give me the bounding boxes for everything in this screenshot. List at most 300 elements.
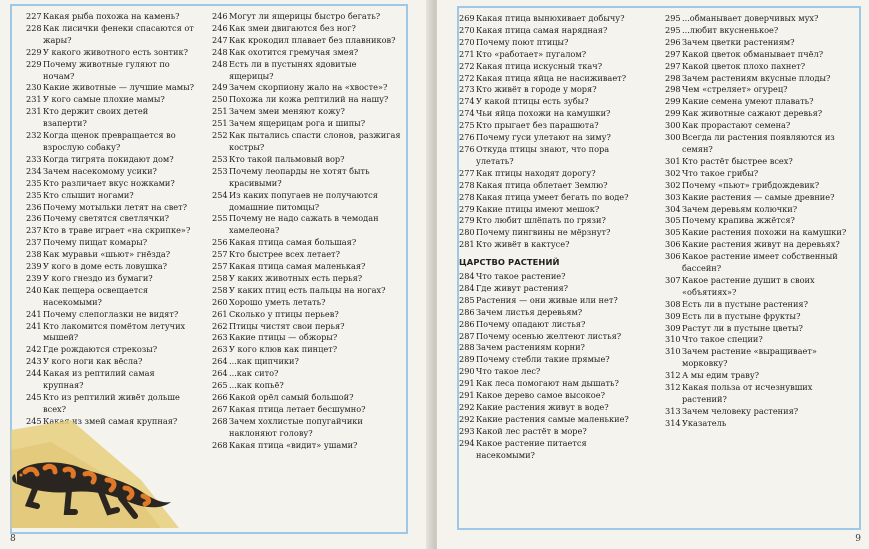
toc-entry [212, 47, 402, 59]
toc-entry-page-number: 277 [459, 167, 475, 178]
toc-entry-title: Какая птица облетает Землю? [476, 179, 608, 190]
toc-entry [459, 414, 645, 426]
toc-entry-page-number: 236 [26, 213, 42, 224]
toc-entry [459, 295, 645, 307]
toc-entry [212, 297, 402, 309]
toc-entry-title: Почему опадают листья? [476, 318, 586, 329]
toc-entry-page-number: 278 [459, 179, 475, 190]
toc-entry-title: Кто прыгает без парашюта? [476, 120, 599, 131]
toc-entry [212, 344, 402, 356]
toc-entry [459, 73, 645, 85]
toc-entry-title: Зачем ящерицам рога и шипы? [229, 118, 366, 129]
toc-entry [459, 319, 645, 331]
toc-entry-title: ...как сито? [229, 368, 279, 379]
toc-entry-page-number: 258 [212, 284, 228, 295]
toc-entry-title: У каких птиц есть пальцы на ногах? [229, 284, 386, 295]
toc-entry-title: Почему мотыльки летят на свет? [43, 201, 188, 212]
toc-entry-title: Какая птица вынюхивает добычу? [476, 13, 625, 23]
toc-entry-title: Почему осенью желтеют листья? [476, 330, 622, 341]
toc-entry [26, 249, 194, 261]
toc-entry-title: У кого в доме есть ловушка? [43, 261, 167, 272]
toc-entry-title: Почему леопарды не хотят быть красивыми? [229, 165, 370, 188]
toc-entry [459, 25, 645, 37]
toc-entry-page-number: 281 [459, 239, 475, 250]
toc-entry [212, 368, 402, 380]
toc-entry-title: Указатель [682, 417, 727, 428]
toc-entry [26, 285, 194, 309]
toc-entry-page-number: 274 [459, 108, 475, 119]
toc-entry-title: Чем «стреляет» огурец? [682, 84, 788, 95]
toc-entry-title: Что такое растение? [476, 271, 566, 282]
toc-entry-page-number: 264 [212, 356, 228, 367]
toc-entry-page-number: 284 [459, 282, 475, 293]
toc-entry-title: Кто быстрее всех летает? [229, 249, 340, 260]
toc-entry [665, 96, 855, 108]
toc-entry [212, 249, 402, 261]
toc-entry-title: Кто любит шлёпать по грязи? [476, 215, 606, 226]
toc-entry-title: Птицы чистят свои перья? [229, 320, 345, 331]
toc-entry [26, 344, 194, 356]
toc-entry [212, 380, 402, 392]
toc-column-left-1 [26, 11, 194, 428]
toc-entry-title: Какие растения самые маленькие? [476, 413, 629, 424]
toc-entry-page-number: 261 [212, 308, 228, 319]
toc-entry-page-number: 276 [459, 132, 475, 143]
toc-entry-page-number: 239 [26, 261, 42, 272]
toc-entry-title: Какие растения похожи на камушки? [682, 227, 847, 238]
toc-entry-page-number: 236 [26, 201, 42, 212]
toc-entry [459, 61, 645, 73]
toc-entry-page-number: 305 [665, 227, 681, 238]
toc-entry-title: Как пещера освещается насекомыми? [43, 284, 149, 307]
toc-entry-page-number: 284 [459, 271, 475, 282]
toc-entry-page-number: 309 [665, 310, 681, 321]
toc-entry-page-number: 251 [212, 118, 228, 129]
toc-entry [212, 404, 402, 416]
toc-entry-page-number: 248 [212, 46, 228, 57]
toc-entry-title: Есть ли в пустынях ядовитые ящерицы? [229, 58, 357, 81]
toc-entry-page-number: 231 [26, 106, 42, 117]
toc-entry [26, 47, 194, 59]
toc-entry-page-number: 268 [212, 439, 228, 450]
toc-entry-page-number: 229 [26, 46, 42, 57]
toc-entry [26, 130, 194, 154]
toc-entry-page-number: 263 [212, 344, 228, 355]
toc-entry [665, 251, 855, 275]
toc-entry [665, 275, 855, 299]
toc-entry-page-number: 297 [665, 48, 681, 59]
toc-entry-page-number: 304 [665, 203, 681, 214]
toc-entry [459, 96, 645, 108]
toc-entry-page-number: 260 [212, 296, 228, 307]
toc-entry-title: У кого самые плохие мамы? [43, 94, 165, 105]
toc-entry-page-number: 237 [26, 237, 42, 248]
toc-entry-page-number: 268 [212, 415, 228, 426]
toc-entry [26, 202, 194, 214]
toc-entry [665, 192, 855, 204]
toc-entry-page-number: 247 [212, 34, 228, 45]
toc-entry [459, 192, 645, 204]
toc-entry-page-number: 246 [212, 11, 228, 21]
toc-entry-page-number: 234 [26, 165, 42, 176]
toc-entry-title: Какие растения живут в воде? [476, 402, 609, 412]
toc-entry [212, 332, 402, 344]
toc-entry-title: Какое растение имеет собственный бассейн? [682, 251, 838, 274]
section-heading: ЦАРСТВО РАСТЕНИЙ [459, 257, 560, 268]
toc-entry [665, 406, 855, 418]
toc-entry-page-number: 233 [26, 153, 42, 164]
toc-entry [26, 213, 194, 225]
toc-entry-page-number: 238 [26, 249, 42, 260]
toc-entry [665, 311, 855, 323]
toc-entry [26, 59, 194, 83]
toc-entry [459, 204, 645, 216]
toc-entry [26, 166, 194, 178]
toc-column-right-1 [459, 13, 645, 462]
toc-entry-title: Почему пищат комары? [43, 237, 148, 248]
toc-entry-page-number: 251 [212, 106, 228, 117]
toc-entry-title: Какой цветок плохо пахнет? [682, 60, 806, 71]
toc-entry-page-number: 312 [665, 370, 681, 381]
toc-entry-title: Растут ли в пустыне цветы? [682, 322, 803, 333]
toc-entry-title: Кто из рептилий живёт дольше всех? [43, 392, 180, 414]
toc-entry-title: Зачем насекомому усики? [43, 165, 157, 176]
toc-entry-page-number: 243 [26, 356, 42, 367]
toc-entry-page-number: 248 [212, 58, 228, 69]
toc-entry [26, 225, 194, 237]
toc-entry-page-number: 270 [459, 24, 475, 35]
toc-entry [26, 11, 194, 23]
toc-entry-page-number: 310 [665, 334, 681, 345]
gila-monster-illustration [11, 420, 179, 532]
toc-entry-page-number: 279 [459, 215, 475, 226]
toc-entry-page-number: 287 [459, 330, 475, 341]
page-number: 9 [855, 534, 861, 544]
toc-entry-title: Сколько у птицы перьев? [229, 308, 339, 319]
toc-entry-page-number: 302 [665, 167, 681, 178]
toc-entry-title: Какая птица самая маленькая? [229, 261, 366, 272]
toc-entry-page-number: 306 [665, 251, 681, 262]
toc-entry-page-number: 232 [26, 130, 42, 141]
toc-entry-title: Почему слепоглазки не видят? [43, 308, 179, 319]
toc-entry [665, 299, 855, 311]
toc-entry-page-number: 271 [459, 48, 475, 59]
toc-entry-page-number: 269 [459, 13, 475, 23]
toc-entry-title: Какие животные — лучшие мамы? [43, 82, 194, 93]
toc-entry-page-number: 245 [26, 392, 42, 402]
toc-entry-title: Кто живёт в городе у моря? [476, 84, 597, 95]
toc-entry-page-number: 288 [459, 342, 475, 353]
toc-entry [459, 168, 645, 180]
toc-entry [212, 273, 402, 285]
toc-entry [212, 82, 402, 94]
toc-entry-page-number: 258 [212, 272, 228, 283]
toc-column-right-2 [665, 13, 855, 430]
toc-entry [26, 309, 194, 321]
toc-entry-page-number: 285 [459, 294, 475, 305]
toc-entry-page-number: 309 [665, 322, 681, 333]
toc-entry-title: Почему не надо сажать в чемодан хамелеона? [229, 213, 379, 236]
toc-entry [26, 106, 194, 130]
toc-entry-page-number: 292 [459, 413, 475, 424]
toc-entry-title: Где живут растения? [476, 282, 569, 293]
toc-entry-page-number: 240 [26, 284, 42, 295]
toc-entry-title: Что такое специи? [682, 334, 763, 345]
toc-entry-page-number: 274 [459, 96, 475, 107]
toc-entry [26, 190, 194, 202]
toc-entry-title: Как лисички фенеки спасаются от жары? [43, 22, 194, 45]
toc-entry [459, 283, 645, 295]
toc-entry-title: У какого животного есть зонтик? [43, 46, 189, 57]
toc-entry-page-number: 246 [212, 22, 228, 33]
toc-entry-page-number: 298 [665, 84, 681, 95]
toc-entry [665, 13, 855, 25]
toc-entry-title: Кто живёт в кактусе? [476, 239, 570, 250]
toc-entry-title: ...обманывает доверчивых мух? [682, 13, 819, 23]
toc-entry [665, 215, 855, 227]
toc-entry [665, 334, 855, 346]
toc-entry [212, 237, 402, 249]
toc-entry-page-number: 235 [26, 189, 42, 200]
toc-entry-title: Зачем человеку растения? [682, 405, 799, 416]
toc-entry-title: Почему животные гуляют по ночам? [43, 58, 170, 81]
toc-entry-page-number: 299 [665, 96, 681, 107]
toc-entry-page-number: 270 [459, 36, 475, 47]
toc-entry [665, 227, 855, 239]
toc-entry-page-number: 294 [459, 437, 475, 448]
toc-entry [26, 237, 194, 249]
toc-entry [665, 73, 855, 85]
toc-entry-title: Какая птица искусный ткач? [476, 60, 603, 71]
toc-entry-title: Зачем хохлистые попугайчики наклоняют голову? [229, 415, 363, 438]
toc-entry-page-number: 298 [665, 72, 681, 83]
toc-entry-page-number: 289 [459, 354, 475, 365]
toc-entry [459, 239, 645, 251]
toc-entry-title: Какая из змей самая крупная? [43, 415, 178, 426]
toc-entry [212, 190, 402, 214]
toc-entry [212, 154, 402, 166]
toc-entry [665, 382, 855, 406]
toc-entry-title: Какие семена умеют плавать? [682, 96, 814, 107]
toc-entry-page-number: 297 [665, 60, 681, 71]
toc-entry-page-number: 255 [212, 213, 228, 224]
toc-entry [212, 356, 402, 368]
toc-entry-title: Кто растёт быстрее всех? [682, 155, 793, 166]
toc-entry-title: Кто «работает» пугалом? [476, 48, 587, 59]
toc-entry-page-number: 300 [665, 132, 681, 143]
toc-entry-title: Зачем растениям корни? [476, 342, 585, 353]
toc-entry-title: У кого гнездо из бумаги? [43, 272, 153, 283]
toc-entry-page-number: 272 [459, 72, 475, 83]
toc-entry [459, 331, 645, 343]
toc-entry-title: Как пытались спасти слонов, разжигая костры? [229, 130, 401, 152]
toc-entry [665, 156, 855, 168]
toc-entry-page-number: 280 [459, 227, 475, 238]
toc-entry [212, 321, 402, 333]
page-number: 8 [10, 534, 16, 544]
toc-entry-title: Могут ли ящерицы быстро бегать? [229, 11, 381, 21]
toc-entry-title: Какая птица умеет бегать по воде? [476, 191, 629, 202]
toc-entry [459, 426, 645, 438]
toc-entry-title: Из каких попугаев не получаются домашние питомцы? [229, 189, 378, 212]
toc-entry-page-number: 239 [26, 272, 42, 283]
toc-entry-title: Какой лес растёт в море? [476, 425, 587, 436]
toc-entry-page-number: 249 [212, 82, 228, 93]
toc-entry-title: Какое растение питается насекомыми? [476, 437, 587, 460]
toc-entry-title: Какая птица самая большая? [229, 237, 357, 248]
toc-entry-page-number: 307 [665, 274, 681, 285]
toc-entry [459, 438, 645, 462]
toc-entry [212, 94, 402, 106]
toc-entry [459, 84, 645, 96]
toc-entry-title: Какие птицы имеют мешок? [476, 203, 600, 214]
toc-entry-title: У кого ноги как вёсла? [43, 356, 143, 367]
toc-entry [212, 11, 402, 23]
toc-entry-page-number: 295 [665, 24, 681, 35]
toc-entry [665, 49, 855, 61]
toc-entry-title: Зачем змеи меняют кожу? [229, 106, 345, 117]
toc-entry [665, 132, 855, 156]
toc-entry [212, 118, 402, 130]
toc-entry-page-number: 235 [26, 177, 42, 188]
toc-entry-page-number: 241 [26, 320, 42, 331]
toc-entry-title: Как змеи двигаются без ног? [229, 22, 356, 33]
toc-entry-title: Как муравьи «шьют» гнёзда? [43, 249, 171, 260]
toc-entry-title: ...любит вкусненькое? [682, 24, 779, 35]
toc-entry-page-number: 303 [665, 191, 681, 202]
toc-entry [665, 25, 855, 37]
toc-entry-title: Какие растения — самые древние? [682, 191, 835, 202]
toc-entry-title: Какая птица яйца не насиживает? [476, 72, 627, 83]
toc-entry [26, 321, 194, 345]
toc-entry [459, 120, 645, 132]
toc-entry [665, 168, 855, 180]
toc-entry-title: Какие растения живут на деревьях? [682, 239, 840, 250]
toc-entry [212, 35, 402, 47]
toc-entry [26, 392, 194, 416]
toc-entry-title: Как животные сажают деревья? [682, 108, 823, 119]
toc-entry-page-number: 312 [665, 382, 681, 393]
toc-entry-page-number: 237 [26, 225, 42, 236]
toc-entry [26, 154, 194, 166]
toc-entry-page-number: 253 [212, 165, 228, 176]
toc-entry-title: У какой птицы есть зубы? [476, 96, 589, 107]
toc-entry-page-number: 257 [212, 249, 228, 260]
toc-entry-title: У кого клюв как пинцет? [229, 344, 338, 355]
toc-entry-title: Почему пингвины не мёрзнут? [476, 227, 611, 238]
toc-entry-page-number: 291 [459, 378, 475, 389]
toc-entry-page-number: 256 [212, 237, 228, 248]
toc-entry [665, 204, 855, 216]
toc-entry-page-number: 228 [26, 22, 42, 33]
toc-entry [665, 61, 855, 73]
toc-entry-title: Почему стебли такие прямые? [476, 354, 610, 365]
toc-entry-title: Когда щенок превращается во взрослую собаку? [43, 130, 176, 152]
toc-entry [459, 378, 645, 390]
toc-entry [26, 261, 194, 273]
toc-entry-page-number: 266 [212, 392, 228, 402]
toc-entry-title: Какой цветок обманывает пчёл? [682, 48, 824, 59]
toc-entry-page-number: 244 [26, 368, 42, 379]
toc-entry-page-number: 252 [212, 130, 228, 141]
toc-entry [212, 166, 402, 190]
left-page [0, 0, 432, 549]
toc-entry-page-number: 286 [459, 318, 475, 329]
toc-entry-title: Какое растение душит в своих «объятиях»? [682, 274, 815, 297]
toc-entry [26, 368, 194, 392]
toc-entry-page-number: 264 [212, 368, 228, 379]
toc-entry [212, 106, 402, 118]
toc-entry [665, 418, 855, 430]
toc-entry-page-number: 275 [459, 120, 475, 131]
toc-entry [665, 37, 855, 49]
toc-entry [26, 356, 194, 368]
toc-entry-title: Где рождаются стрекозы? [43, 344, 158, 355]
toc-entry [459, 402, 645, 414]
toc-entry-title: Кто в траве играет «на скрипке»? [43, 225, 191, 236]
toc-entry-title: Почему крапива жжётся? [682, 215, 795, 226]
toc-entry-page-number: 305 [665, 215, 681, 226]
toc-entry [459, 215, 645, 227]
toc-entry [459, 271, 645, 283]
toc-entry-title: Есть ли в пустыне фрукты? [682, 310, 801, 321]
toc-entry [459, 366, 645, 378]
toc-entry-page-number: 253 [212, 153, 228, 164]
toc-entry-title: Зачем деревьям колючки? [682, 203, 798, 214]
toc-entry-title: А мы едим траву? [682, 370, 760, 381]
toc-entry-title: Чьи яйца похожи на камушки? [476, 108, 611, 119]
toc-entry-title: Какая из рептилий самая крупная? [43, 368, 155, 391]
toc-entry-page-number: 278 [459, 191, 475, 202]
toc-entry-title: Что такое лес? [476, 366, 541, 377]
toc-entry [212, 213, 402, 237]
toc-entry [459, 307, 645, 319]
toc-entry-page-number: 308 [665, 298, 681, 309]
toc-entry [665, 84, 855, 96]
toc-entry-page-number: 300 [665, 120, 681, 131]
toc-entry-page-number: 254 [212, 189, 228, 200]
toc-entry-page-number: 301 [665, 155, 681, 166]
toc-entry-page-number: 290 [459, 366, 475, 377]
toc-entry-title: ...как копьё? [229, 380, 284, 391]
toc-entry-page-number: 291 [459, 390, 475, 401]
toc-entry-title: ...как щипчики? [229, 356, 299, 367]
toc-entry [212, 23, 402, 35]
toc-entry-title: Какая птица самая нарядная? [476, 24, 608, 35]
toc-entry-page-number: 310 [665, 346, 681, 357]
toc-entry-page-number: 293 [459, 425, 475, 436]
toc-entry-title: Какое дерево самое высокое? [476, 390, 605, 401]
toc-entry-title: Когда тигрята покидают дом? [43, 153, 174, 164]
toc-entry [459, 37, 645, 49]
toc-entry-title: Как птицы находят дорогу? [476, 167, 596, 178]
toc-entry-title: Какой орёл самый большой? [229, 392, 354, 402]
toc-entry [665, 108, 855, 120]
toc-entry-title: Всегда ли растения появляются из семян? [682, 132, 835, 154]
toc-entry-page-number: 227 [26, 11, 42, 21]
toc-entry-title: У каких животных есть перья? [229, 272, 363, 283]
toc-entry [665, 180, 855, 192]
toc-entry-title: Какая птица летает бесшумно? [229, 403, 366, 414]
toc-entry-page-number: 296 [665, 36, 681, 47]
toc-entry-title: Зачем скорпиону жало на «хвосте»? [229, 82, 388, 93]
toc-entry-title: Кто держит своих детей взаперти? [43, 106, 149, 129]
toc-entry-page-number: 265 [212, 380, 228, 391]
toc-entry [459, 108, 645, 120]
toc-entry-title: Откуда птицы знают, что пора улетать? [476, 143, 610, 166]
toc-entry-title: Кто слышит ногами? [43, 189, 134, 200]
toc-entry-title: Как леса помогают нам дышать? [476, 378, 619, 389]
